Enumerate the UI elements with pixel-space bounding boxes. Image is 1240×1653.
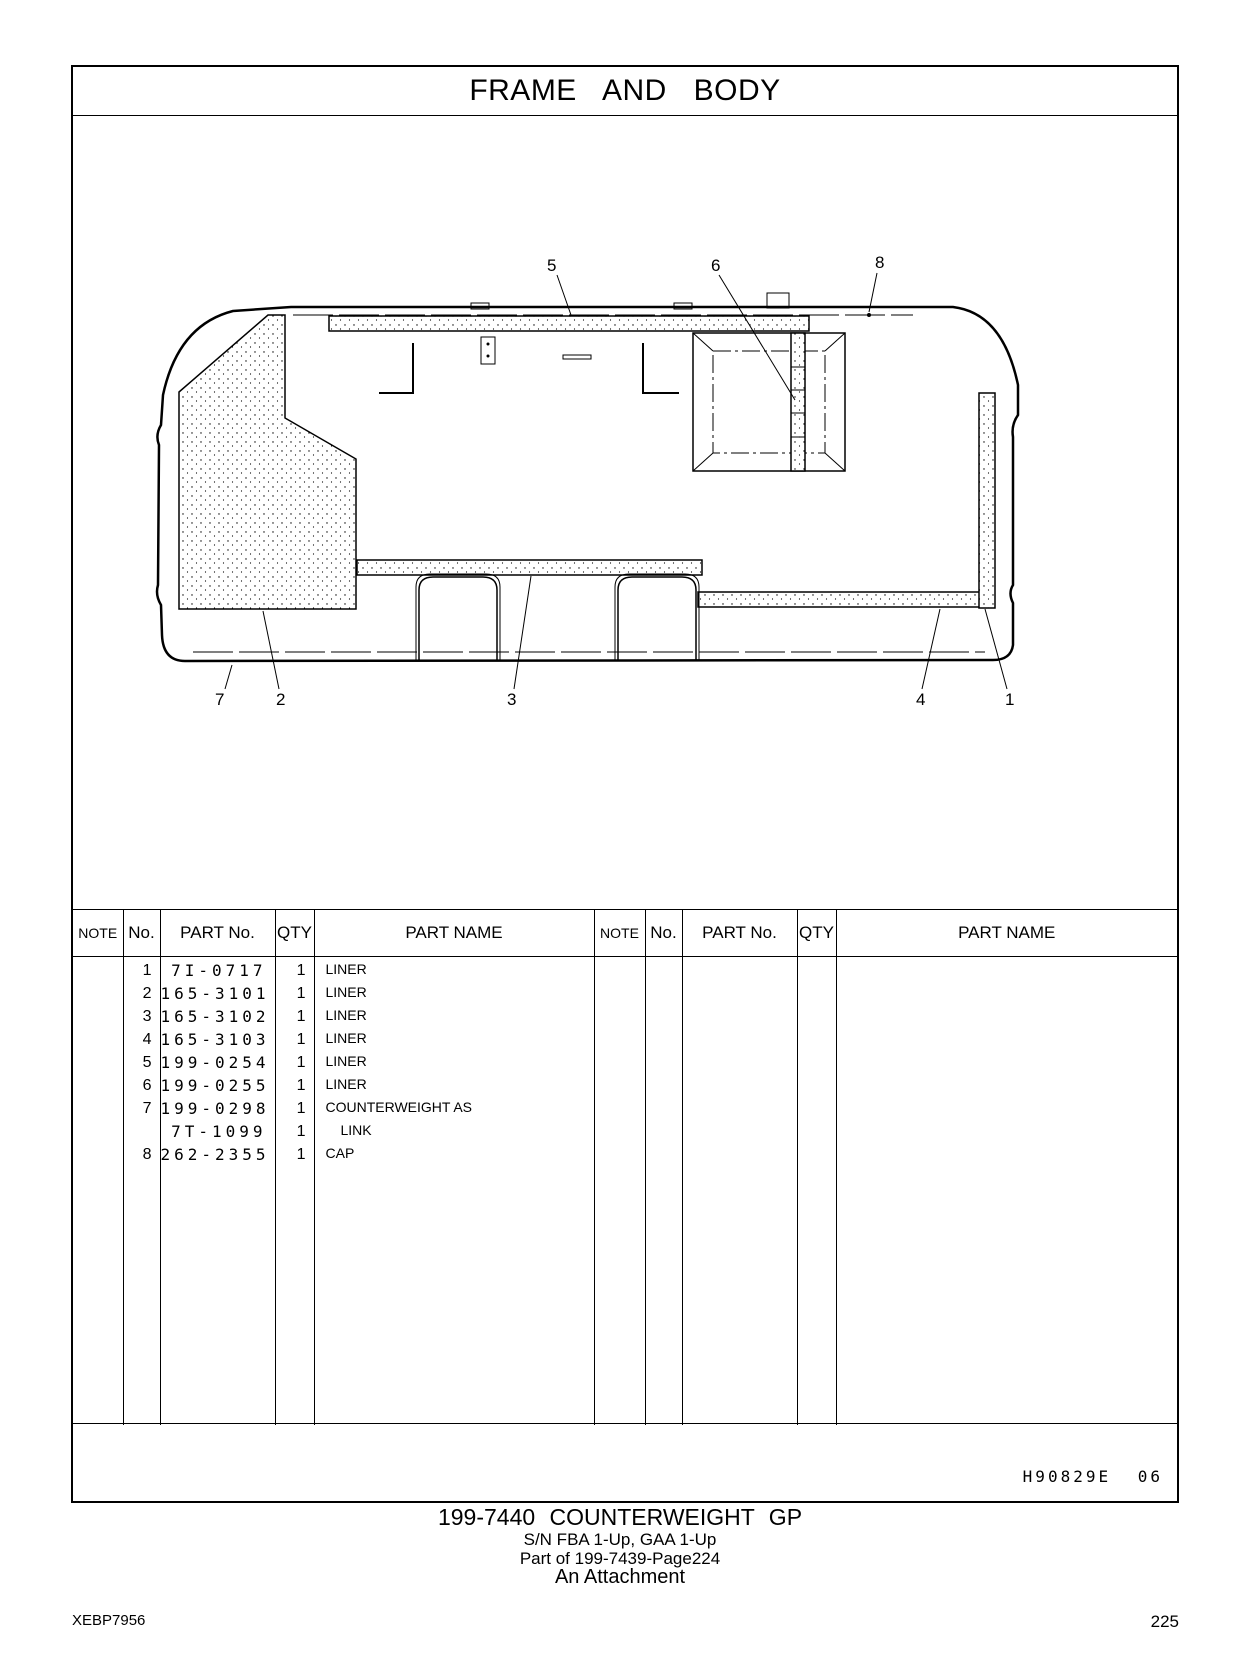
- no-column: [124, 957, 160, 1425]
- quantity: 1: [296, 1008, 306, 1025]
- quantity: 1: [296, 985, 306, 1002]
- liner-1: [979, 393, 995, 608]
- no-column-2: [646, 957, 682, 1423]
- item-no: 3: [142, 1008, 152, 1025]
- page-frame: [71, 65, 1179, 1503]
- quantity: 1: [296, 1146, 306, 1163]
- part-name: LINER: [325, 961, 367, 977]
- page-number: 225: [1150, 1612, 1179, 1631]
- callout-6: 6: [711, 256, 721, 275]
- part-number: 165-3102: [160, 1007, 270, 1026]
- quantity: 1: [296, 1100, 306, 1117]
- quantity: 1: [296, 1031, 306, 1048]
- header-note: NOTE: [73, 910, 123, 957]
- liner-2: [179, 315, 356, 609]
- item-no: 1: [142, 962, 152, 979]
- attachment-note: An Attachment: [554, 1566, 686, 1588]
- liner-5: [329, 316, 809, 331]
- part-number: 199-0298: [160, 1099, 270, 1118]
- part-name: LINER: [325, 1030, 367, 1046]
- parent-reference: Part of 199-7439-Page224: [519, 1549, 721, 1568]
- item-no: 2: [142, 985, 152, 1002]
- part-no-column-2: [683, 957, 797, 1423]
- header-no-2: No.: [645, 910, 682, 957]
- part-name: LINER: [325, 984, 367, 1000]
- callout-1: 1: [1005, 690, 1015, 709]
- group-title: 199-7440 COUNTERWEIGHT GP: [437, 1504, 803, 1530]
- qty-column: [276, 957, 314, 1425]
- document-id: XEBP7956: [72, 1612, 146, 1629]
- parts-list-table: [73, 909, 1177, 1425]
- callout-4: 4: [916, 690, 926, 709]
- item-no: 6: [142, 1077, 152, 1094]
- part-number: 165-3101: [160, 984, 270, 1003]
- item-no: 8: [142, 1146, 152, 1163]
- liner-6: [791, 333, 805, 471]
- item-no: 7: [142, 1100, 152, 1117]
- header-no: No.: [123, 910, 160, 957]
- callout-3: 3: [507, 690, 517, 709]
- header-qty-2: QTY: [797, 910, 836, 957]
- header-part-name-2: PART NAME: [836, 910, 1177, 957]
- part-name: LINK: [340, 1122, 372, 1138]
- part-number: 199-0254: [160, 1053, 270, 1072]
- callout-7: 7: [215, 690, 225, 709]
- table-bottom-divider: [73, 1423, 1177, 1424]
- part-no-column: [161, 957, 275, 1425]
- serial-range: S/N FBA 1-Up, GAA 1-Up: [523, 1530, 717, 1549]
- item-no: 4: [142, 1031, 152, 1048]
- header-qty: QTY: [275, 910, 314, 957]
- part-number: 7T-1099: [171, 1122, 267, 1141]
- part-name: LINER: [325, 1007, 367, 1023]
- header-part-name: PART NAME: [314, 910, 594, 957]
- part-name: LINER: [325, 1053, 367, 1069]
- illustration-code: H90829E 06: [1022, 1467, 1163, 1486]
- qty-column-2: [798, 957, 836, 1423]
- part-number: 7I-0717: [171, 961, 267, 980]
- callout-5: 5: [547, 256, 557, 275]
- part-number: 262-2355: [160, 1145, 270, 1164]
- header-part-no-2: PART No.: [682, 910, 797, 957]
- callout-8: 8: [875, 253, 885, 272]
- part-name: COUNTERWEIGHT AS: [325, 1099, 473, 1115]
- box-recess: [693, 333, 845, 471]
- parts-illustration: [73, 115, 1177, 909]
- header-note-2: NOTE: [594, 910, 645, 957]
- part-name: CAP: [325, 1145, 355, 1161]
- note-column: [73, 957, 123, 1423]
- note-column-2: [595, 957, 645, 1423]
- part-name-column-2: [837, 957, 1178, 1423]
- part-number: 165-3103: [160, 1030, 270, 1049]
- liner-4: [698, 592, 980, 607]
- item-no: 5: [142, 1054, 152, 1071]
- part-number: 199-0255: [160, 1076, 270, 1095]
- quantity: 1: [296, 1123, 306, 1140]
- page-title: FRAME AND BODY: [73, 67, 1177, 116]
- header-part-no: PART No.: [160, 910, 275, 957]
- part-name-column: [315, 957, 594, 1424]
- quantity: 1: [296, 1054, 306, 1071]
- part-name: LINER: [325, 1076, 367, 1092]
- liner-3: [357, 560, 702, 575]
- quantity: 1: [296, 1077, 306, 1094]
- quantity: 1: [296, 962, 306, 979]
- item-no: [124, 1120, 160, 1143]
- callout-2: 2: [276, 690, 286, 709]
